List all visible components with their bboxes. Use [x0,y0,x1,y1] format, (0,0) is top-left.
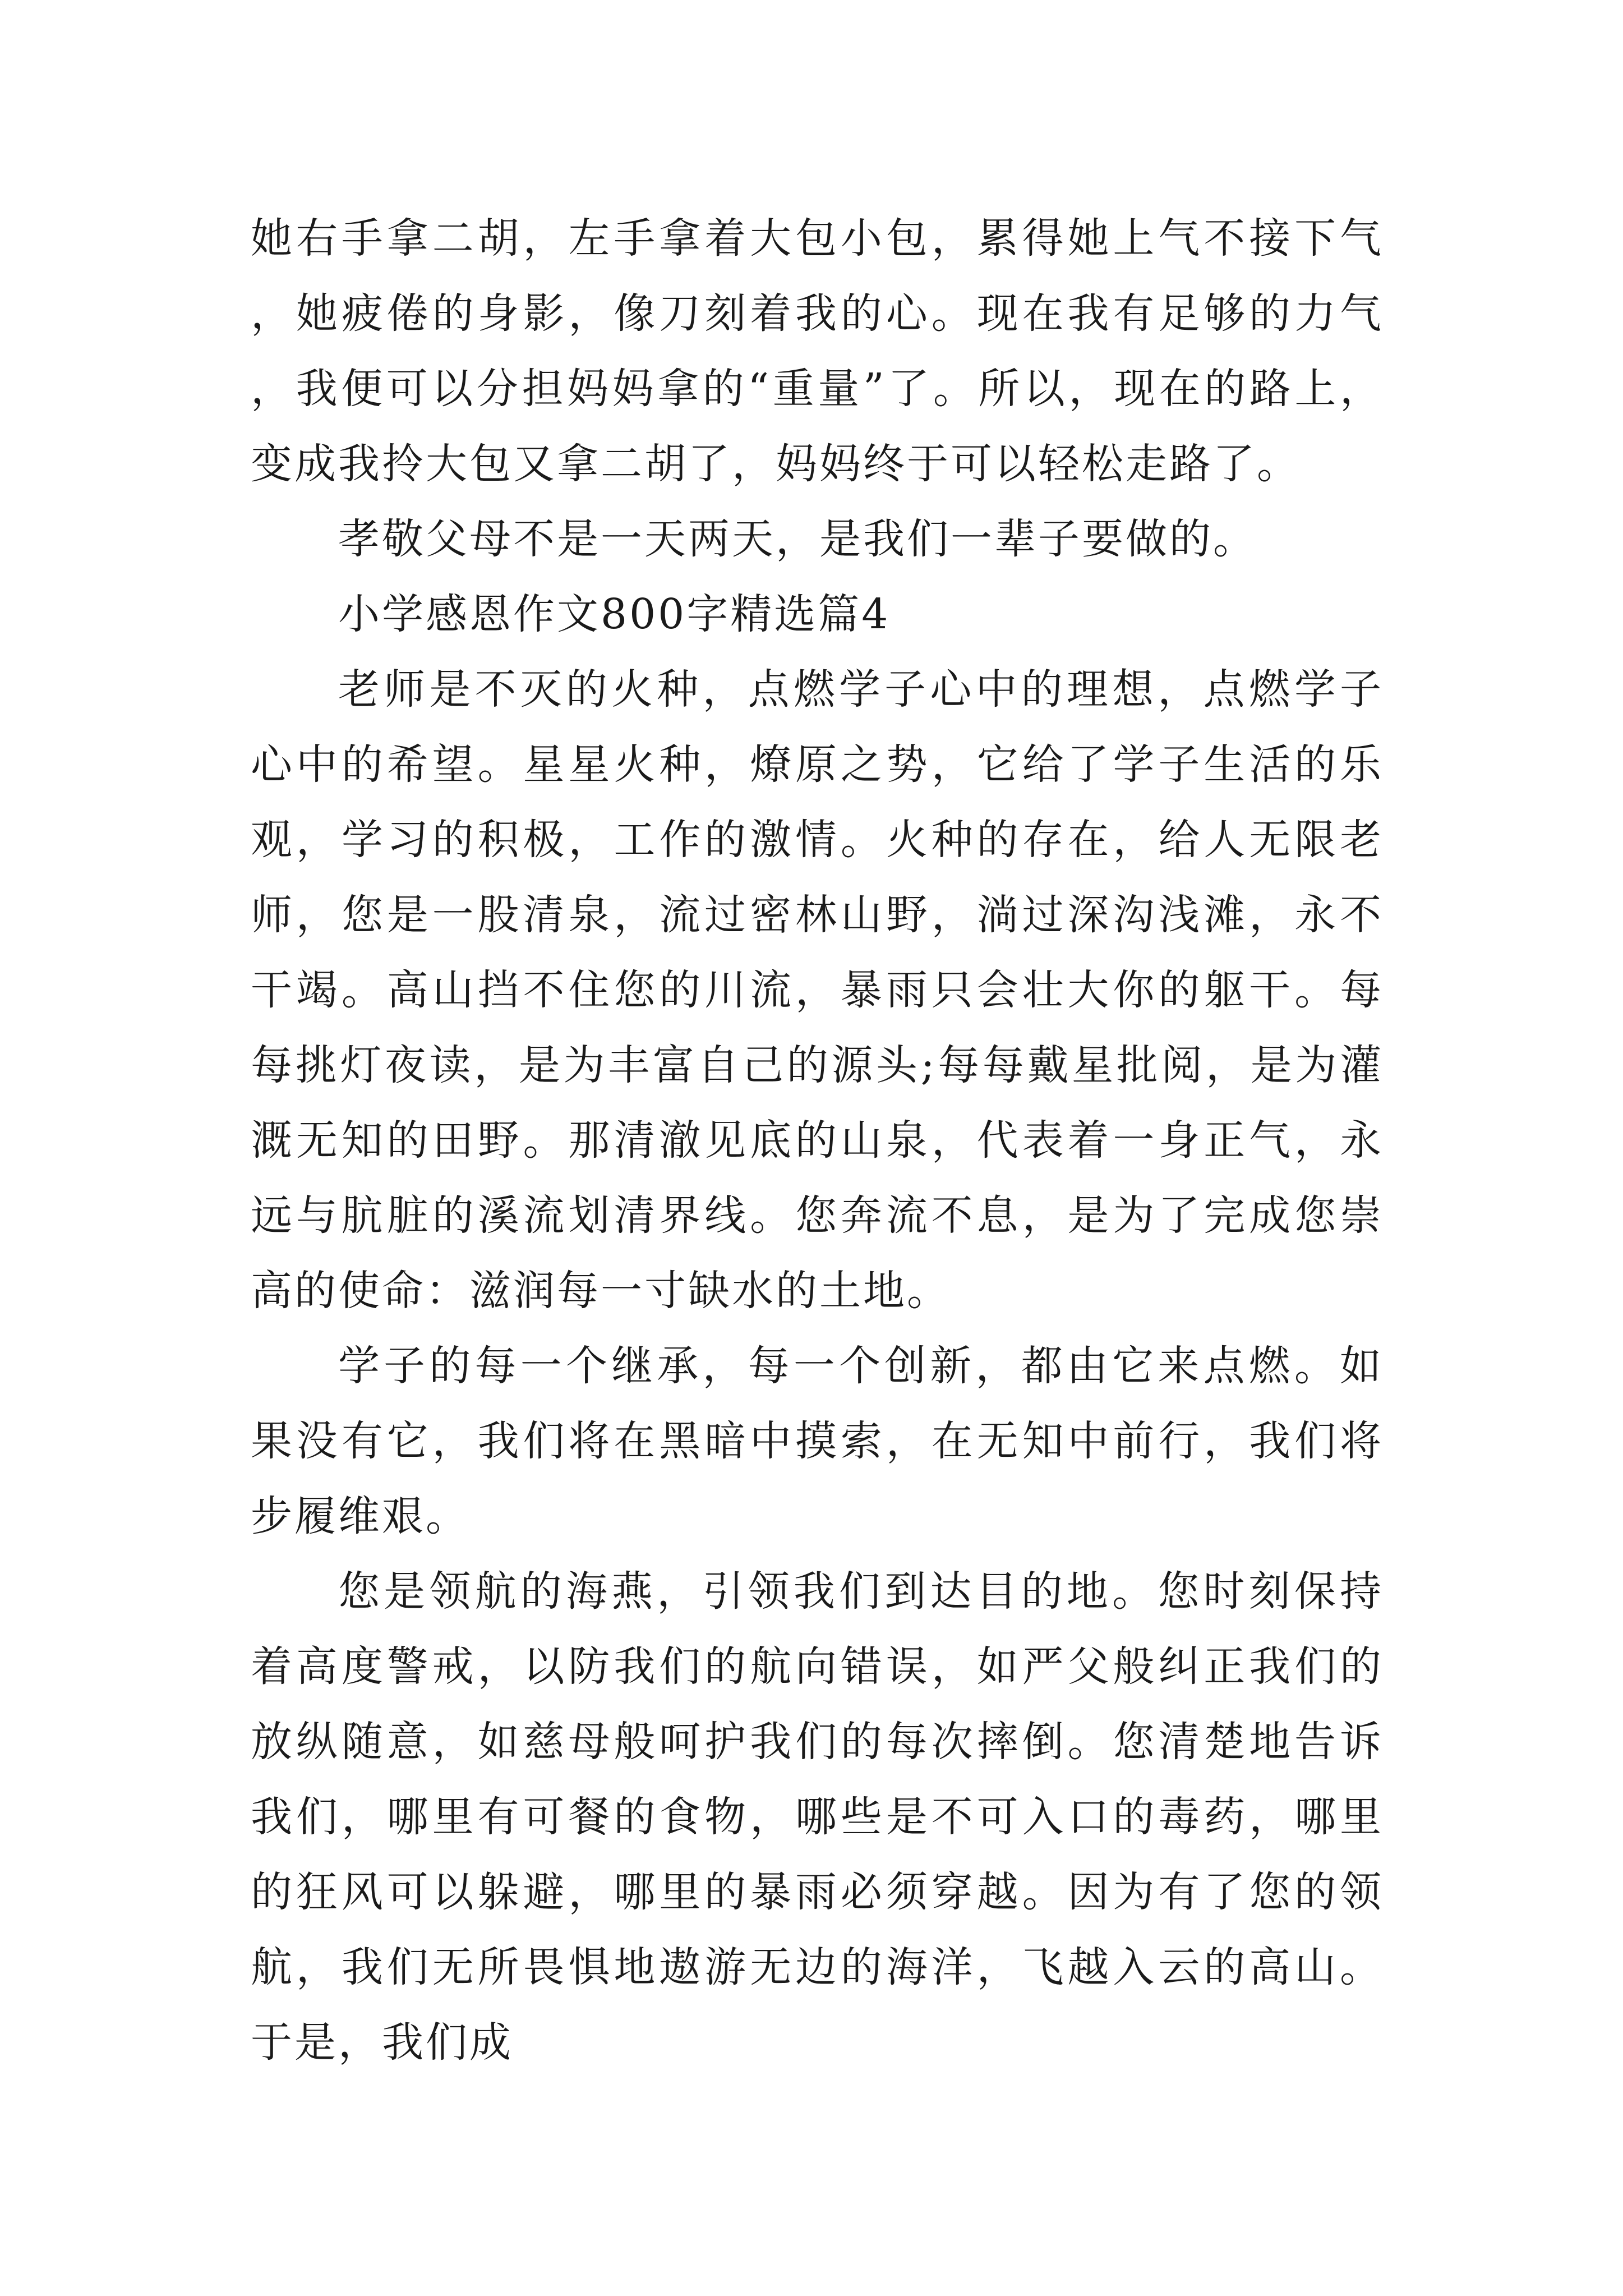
paragraph-petrel-navigator: 您是领航的海燕，引领我们到达目的地。您时刻保持着高度警戒，以防我们的航向错误，如严父般纠正我们的放纵随意，如慈母般呵护我们的每次摔倒。您清楚地告诉我们，哪里有可餐的食物，哪些是不可入口的毒药，哪里的狂风可以躲避，哪里的暴雨必须穿越。因为有了您的领航，我们无所畏惧地遨游无边的海洋，飞越入云的高山。于是，我们成 [251,1567,1384,2067]
paragraph-inheritance-innovation: 学子的每一个继承，每一个创新，都由它来点燃。如果没有它，我们将在黑暗中摸索，在无知中前行，我们将步履维艰。 [251,1342,1384,1540]
paragraph-filial-piety: 孝敬父母不是一天两天，是我们一辈子要做的。 [338,515,1257,563]
paragraph-mother-carrying-bags: 她右手拿二胡，左手拿着大包小包，累得她上气不接下气，她疲倦的身影，像刀刻着我的心。现在我有足够的力气，我便可以分担妈妈拿的“重量”了。所以，现在的路上，变成我拎大包又拿二胡了，妈妈终于可以轻松走路了。 [251,214,1384,488]
section-title: 小学感恩作文800字精选篇4 [338,590,891,638]
paragraph-teacher-fire: 老师是不灭的火种，点燃学子心中的理想，点燃学子心中的希望。星星火种，燎原之势，它给了学子生活的乐观，学习的积极，工作的激情。火种的存在，给人无限老师，您是一股清泉，流过密林山野，淌过深沟浅滩，永不干竭。高山挡不住您的川流，暴雨只会壮大你的躯干。每每挑灯夜读，是为丰富自己的源头;每每戴星批阅，是为灌溉无知的田野。那清澈见底的山泉，代表着一身正气，永远与肮脏的溪流划清界线。您奔流不息，是为了完成您崇高的使命：滋润每一寸缺水的土地。 [251,665,1384,1315]
document-body [251,201,1384,2080]
